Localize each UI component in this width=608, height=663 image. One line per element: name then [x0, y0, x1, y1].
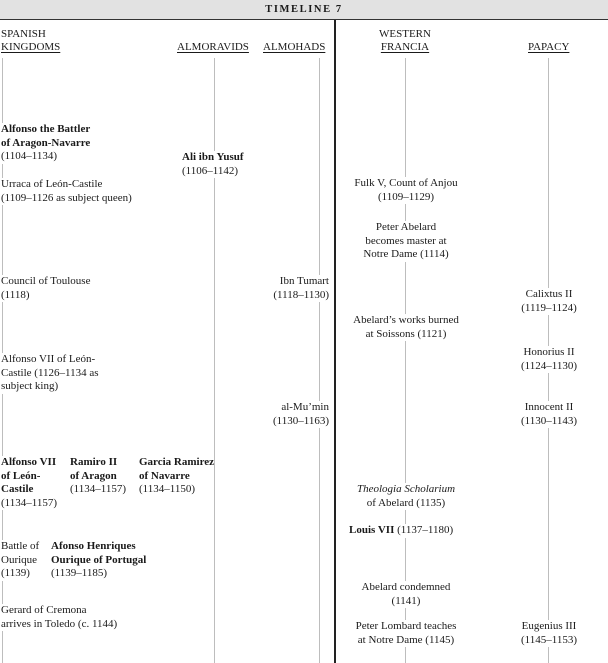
entry-garcia: Garcia Ramirez of Navarre (1134–1150): [139, 456, 215, 495]
entry-gerard-cremona: Gerard of Cremona arrives in Toledo (c. 1144): [1, 604, 118, 630]
entry-peter-lombard: Peter Lombard teaches at Notre Dame (1145): [340, 620, 472, 647]
entry-al-mumin: al-Mu’min (1130–1163): [252, 401, 329, 428]
entry-council-toulouse: Council of Toulouse (1118): [1, 275, 91, 301]
entry-fulk: Fulk V, Count of Anjou (1109–1129): [340, 177, 472, 204]
entry-alfonso7-subject: Alfonso VII of León- Castile (1126–1134 as subject king): [1, 353, 99, 392]
entry-abelard-burned: Abelard’s works burned at Soissons (1121): [340, 314, 472, 341]
header-almohads: ALMOHADS: [263, 41, 326, 53]
entry-louis-vii: Louis VII (1137–1180): [349, 524, 454, 536]
entry-innocent: Innocent II (1130–1143): [508, 401, 590, 428]
entry-urraca: Urraca of León-Castile (1109–1126 as subject queen): [1, 178, 132, 204]
entry-ramiro: Ramiro II of Aragon (1134–1157): [70, 456, 127, 495]
entry-theologia: Theologia Scholarium of Abelard (1135): [340, 483, 472, 510]
entry-battle-ourique: Battle of Ourique (1139): [1, 540, 40, 579]
entry-alfonso7: Alfonso VII of León- Castile (1134–1157): [1, 456, 58, 509]
entry-abelard-condemned: Abelard condemned (1141): [340, 581, 472, 608]
column-line-almohads: [319, 58, 320, 663]
header-western-francia: WESTERN FRANCIA: [379, 28, 431, 53]
entry-calixtus: Calixtus II (1119–1124): [508, 288, 590, 315]
entry-eugenius: Eugenius III (1145–1153): [508, 620, 590, 647]
column-divider: [334, 20, 336, 663]
header-spanish-kingdoms: SPANISH KINGDOMS: [1, 28, 61, 53]
entry-honorius: Honorius II (1124–1130): [508, 346, 590, 373]
entry-alfonso-battler: Alfonso the Battler of Aragon-Navarre (1104–1134): [1, 123, 91, 162]
entry-afonso-henriques: Afonso Henriques Ourique of Portugal (1139–1185): [51, 540, 147, 579]
timeline-title: TIMELINE 7: [0, 0, 608, 20]
column-line-almoravids: [214, 58, 215, 663]
entry-ali-ibn-yusuf: Ali ibn Yusuf (1106–1142): [182, 151, 244, 177]
entry-abelard-master: Peter Abelard becomes master at Notre Dame (1114): [340, 221, 472, 262]
header-papacy: PAPACY: [528, 41, 570, 53]
column-line-francia: [405, 58, 406, 663]
header-almoravids: ALMORAVIDS: [177, 41, 249, 53]
entry-ibn-tumart: Ibn Tumart (1118–1130): [252, 275, 329, 302]
